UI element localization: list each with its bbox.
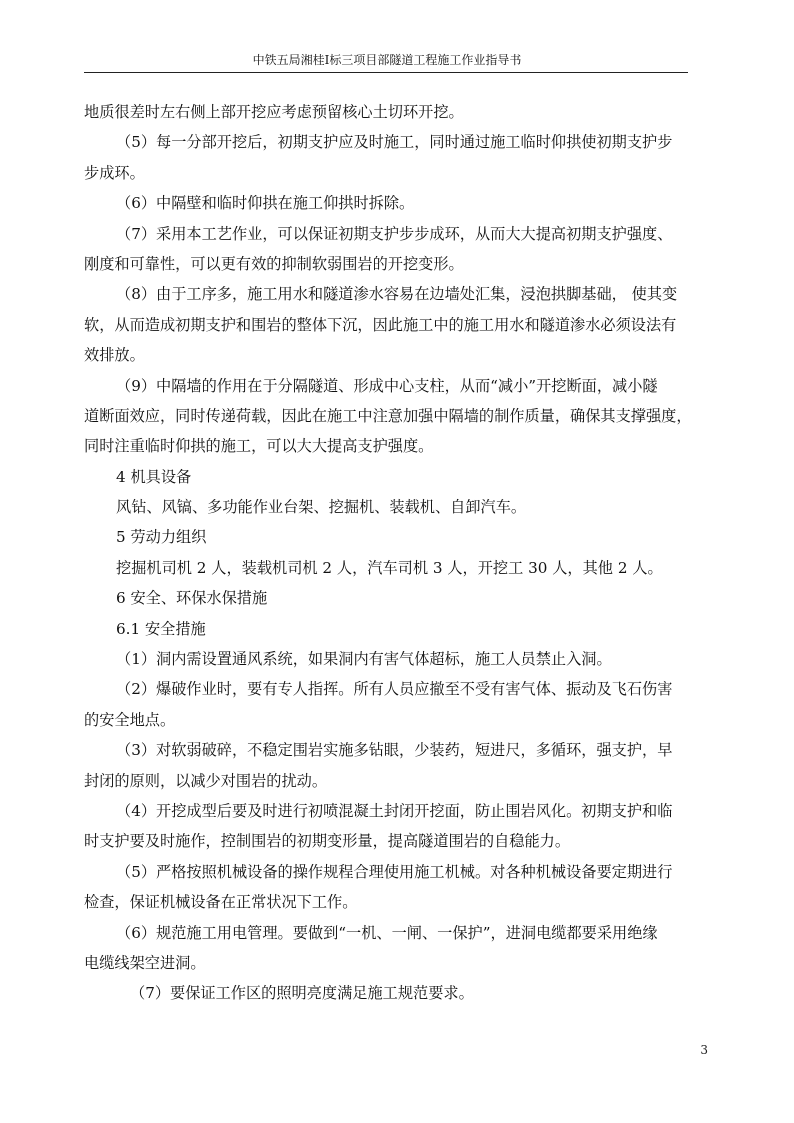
running-header: 中铁五局湘桂Ⅰ标三项目部隧道工程施工作业指导书 [252, 53, 522, 67]
text-line: （4）开挖成型后要及时进行初喷混凝土封闭开挖面，防止围岩风化。初期支护和临 [116, 801, 673, 820]
text-line: 步成环。 [84, 163, 145, 182]
text-line: 效排放。 [84, 346, 145, 365]
section-heading: 5 劳动力组织 [116, 528, 207, 547]
text-line: （1）洞内需设置通风系统，如果洞内有害气体超标，施工人员禁止入洞。 [116, 650, 612, 669]
text-line: 挖掘机司机 2 人，装载机司机 2 人，汽车司机 3 人，开挖工 30 人，其他 2 人。 [116, 558, 663, 577]
text-line: （5）每一分部开挖后，初期支护应及时施工，同时通过施工临时仰拱使初期支护步 [116, 133, 673, 152]
text-line: 封闭的原则，以减少对围岩的扰动。 [84, 771, 327, 790]
text-line: （7）要保证工作区的照明亮度满足施工规范要求。 [130, 984, 474, 1003]
document-body [84, 97, 704, 1009]
section-heading: 6 安全、环保水保措施 [116, 589, 268, 608]
text-line: 软，从而造成初期支护和围岩的整体下沉，因此施工中的施工用水和隧道渗水必须设法有 [84, 315, 677, 334]
text-line: 检查，保证机械设备在正常状况下工作。 [84, 893, 358, 912]
text-line: （6）规范施工用电管理。要做到“一机、一闸、一保护”，进洞电缆都要采用绝缘 [116, 923, 658, 942]
text-line: （2）爆破作业时，要有专人指挥。所有人员应撤至不受有害气体、振动及飞石伤害 [116, 680, 673, 699]
text-line: （9）中隔墙的作用在于分隔隧道、形成中心支柱，从而“减小”开挖断面，减小隧 [116, 376, 658, 395]
section-heading: 4 机具设备 [116, 467, 192, 486]
text-line: （6）中隔壁和临时仰拱在施工仰拱时拆除。 [116, 194, 415, 213]
text-line: （7）采用本工艺作业，可以保证初期支护步步成环，从而大大提高初期支护强度、 [116, 224, 673, 243]
text-line: （5）严格按照机械设备的操作规程合理使用施工机械。对各种机械设备要定期进行 [116, 862, 673, 881]
text-line: 时支护要及时施作，控制围岩的初期变形量，提高隧道围岩的自稳能力。 [84, 832, 570, 851]
text-line: 刚度和可靠性，可以更有效的抑制软弱围岩的开挖变形。 [84, 254, 464, 273]
text-line: （8）由于工序多，施工用水和隧道渗水容易在边墙处汇集，浸泡拱脚基础， 使其变 [116, 285, 678, 304]
page-number: 3 [700, 1043, 708, 1057]
text-line: （3）对软弱破碎，不稳定围岩实施多钻眼，少装药，短进尺，多循环，强支护，早 [116, 741, 673, 760]
text-line: 风钻、风镐、多功能作业台架、挖掘机、装载机、自卸汽车。 [116, 498, 527, 517]
text-line: 电缆线架空进洞。 [84, 953, 206, 972]
text-line: 同时注重临时仰拱的施工，可以大大提高支护强度。 [84, 437, 434, 456]
text-line: 地质很差时左右侧上部开挖应考虑预留核心土切环开挖。 [84, 103, 464, 121]
subsection-heading: 6.1 安全措施 [116, 619, 206, 638]
text-line: 的安全地点。 [84, 710, 176, 729]
text-line: 道断面效应，同时传递荷载，因此在施工中注意加强中隔墙的制作质量，确保其支撑强度， [84, 406, 692, 425]
header-rule [84, 72, 688, 73]
